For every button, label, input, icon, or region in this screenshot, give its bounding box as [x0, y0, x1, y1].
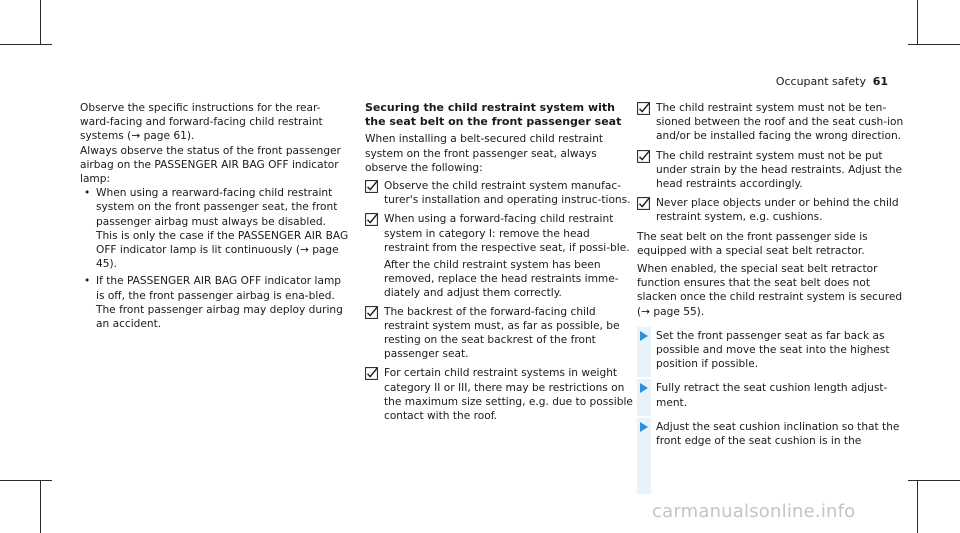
check-note: After the child restraint system has been removed, replace the head restraints imme-diately and adjust them correctly.: [384, 259, 619, 300]
column-middle: [365, 101, 635, 428]
checkbox-tick-icon: [365, 367, 378, 380]
check-item: [365, 366, 635, 423]
checkbox-tick-icon: [637, 197, 650, 210]
check-item: [637, 101, 909, 144]
crop-mark-top-right-v: [917, 0, 918, 45]
column-right: [637, 101, 909, 458]
section-heading: Securing the child restraint system with the seat belt on the front passenger seat: [365, 101, 622, 129]
step-item: [637, 420, 909, 454]
check-item: [637, 149, 909, 192]
watermark: carmanualsonline.info: [652, 501, 856, 522]
checkbox-tick-icon: [637, 102, 650, 115]
check-item: [365, 212, 635, 255]
check-text: The child restraint system must not be put under strain by the head restraints. Adjust the head restraints accordingly.: [656, 149, 902, 191]
step-text: Set the front passenger seat as far back as possible and move the seat into the highest position if possible.: [656, 329, 890, 371]
column-left: [80, 101, 350, 334]
bullet-item: [80, 274, 350, 331]
paragraph: Observe the specific instructions for the rear-ward-facing and forward-facing child restraint systems (→ page 61).: [80, 102, 323, 143]
bullet-icon: •: [84, 275, 91, 288]
check-text: The child restraint system must not be ten-sioned between the roof and the seat cush-ion and/or be installed facing the wrong direction.: [656, 102, 904, 143]
check-text: Never place objects under or behind the child restraint system, e.g. cushions.: [656, 197, 899, 224]
bullet-item: [80, 186, 350, 271]
crop-mark-top-left-h: [0, 44, 52, 45]
bullet-text: When using a rearward-facing child restraint system on the front passenger seat, the front passenger airbag must always be disabled. This is only the case if the PASSENGER AIR BAG OFF indicator lamp is lit continuously (→ page 45).: [96, 187, 349, 271]
page-number: 61: [872, 75, 888, 88]
checkbox-tick-icon: [365, 180, 378, 193]
check-item: [365, 179, 635, 207]
crop-mark-bottom-left-h: [0, 480, 52, 481]
crop-mark-bottom-right-h: [908, 480, 960, 481]
crop-mark-top-left-v: [40, 0, 41, 45]
paragraph: When installing a belt-secured child restraint system on the front passenger seat, always observe the following:: [365, 133, 604, 174]
bullet-icon: •: [84, 187, 91, 200]
crop-mark-top-right-h: [908, 44, 960, 45]
triangle-arrow-icon: [640, 383, 648, 393]
check-item: [365, 305, 635, 362]
crop-mark-bottom-right-v: [917, 480, 918, 533]
checkbox-tick-icon: [637, 150, 650, 163]
paragraph: When enabled, the special seat belt retractor function ensures that the seat belt does not slacken once the child restraint system is secured (→ page 55).: [637, 263, 903, 318]
check-text: When using a forward-facing child restraint system in category I: remove the head restraint from the respective seat, if possi-ble.: [384, 213, 630, 254]
check-text: The backrest of the forward-facing child restraint system must, as far as possible, be resting on the seat backrest of the front passenger seat.: [384, 305, 620, 361]
check-text: For certain child restraint systems in weight category II or III, there may be restrictions on the maximum size setting, e.g. due to possible contact with the roof.: [384, 367, 633, 423]
check-text: Observe the child restraint system manufac-turer's installation and operating instruc-tions.: [384, 180, 631, 207]
step-item: [637, 381, 909, 415]
triangle-arrow-icon: [640, 422, 648, 432]
checkbox-tick-icon: [365, 213, 378, 226]
step-text: Adjust the seat cushion inclination so that the front edge of the seat cushion is in the: [656, 420, 900, 448]
bullet-text: If the PASSENGER AIR BAG OFF indicator lamp is off, the front passenger airbag is ena-bled. The front passenger airbag may deploy during an accident.: [96, 275, 343, 331]
triangle-arrow-icon: [640, 331, 648, 341]
step-text: Fully retract the seat cushion length adjust-ment.: [656, 382, 888, 409]
section-title: Occupant safety: [775, 75, 866, 88]
paragraph: Always observe the status of the front passenger airbag on the PASSENGER AIR BAG OFF indicator lamp:: [80, 144, 341, 186]
check-item: [637, 196, 909, 224]
step-item: [637, 329, 909, 378]
paragraph: The seat belt on the front passenger side is equipped with a special seat belt retractor.: [637, 230, 868, 257]
checkbox-tick-icon: [365, 306, 378, 319]
crop-mark-bottom-left-v: [40, 480, 41, 533]
